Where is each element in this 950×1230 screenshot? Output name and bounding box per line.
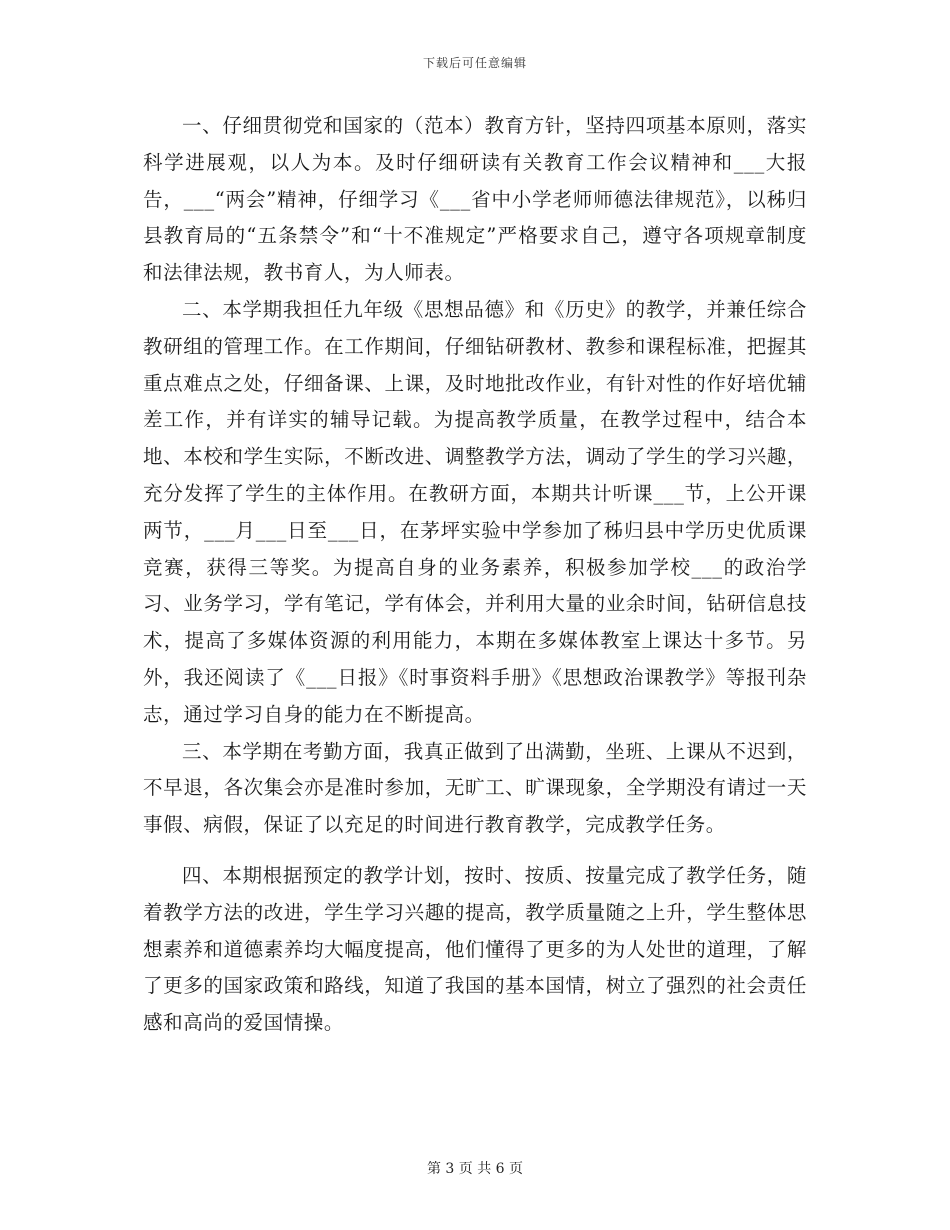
document-body xyxy=(143,108,807,1042)
paragraph-3: 三、本学期在考勤方面，我真正做到了出满勤，坐班、上课从不迟到，不早退，各次集会亦是准时参加，无旷工、旷课现象，全学期没有请过一天事假、病假，保证了以充足的时间进行教育教学，完成教学任务。 xyxy=(143,739,807,837)
paragraph-2: 二、本学期我担任九年级《思想品德》和《历史》的教学，并兼任综合教研组的管理工作。在工作期间，仔细钻研教材、教参和课程标准，把握其重点难点之处，仔细备课、上课，及时地批改作业，有针对性的作好培优辅差工作，并有详实的辅导记载。为提高教学质量，在教学过程中，结合本地、本校和学生实际，不断改进、调整教学方法，调动了学生的学习兴趣，充分发挥了学生的主体作用。在教研方面，本期共计听课___节，上公开课两节，___月___日至___日，在茅坪实验中学参加了秭归县中学历史优质课竞赛，获得三等奖。为提高自身的业务素养，积极参加学校___的政治学习、业务学习，学有笔记，学有体会，并利用大量的业余时间，钻研信息技术，提高了多媒体资源的利用能力，本期在多媒体教室上课达十多节。另外，我还阅读了《___日报》《时事资料手册》《思想政治课教学》等报刊杂志，通过学习自身的能力在不断提高。 xyxy=(143,297,807,726)
page-header-note: 下载后可任意编辑 xyxy=(422,56,527,70)
paragraph-4: 四、本期根据预定的教学计划，按时、按质、按量完成了教学任务，随着教学方法的改进，学生学习兴趣的提高，教学质量随之上升，学生整体思想素养和道德素养均大幅度提高，他们懂得了更多的为人处世的道理，了解了更多的国家政策和路线，知道了我国的基本国情，树立了强烈的社会责任感和高尚的爱国情操。 xyxy=(143,863,807,1035)
paragraph-1: 一、仔细贯彻党和国家的（范本）教育方针，坚持四项基本原则，落实科学进展观，以人为本。及时仔细研读有关教育工作会议精神和___大报告，___“两会”精神，仔细学习《___省中小学老师师德法律规范》，以秭归县教育局的“五条禁令”和“十不准规定”严格要求自己，遵守各项规章制度和法律法规，教书育人，为人师表。 xyxy=(143,114,807,285)
page-number-footer: 第 3 页 共 6 页 xyxy=(426,1161,524,1177)
